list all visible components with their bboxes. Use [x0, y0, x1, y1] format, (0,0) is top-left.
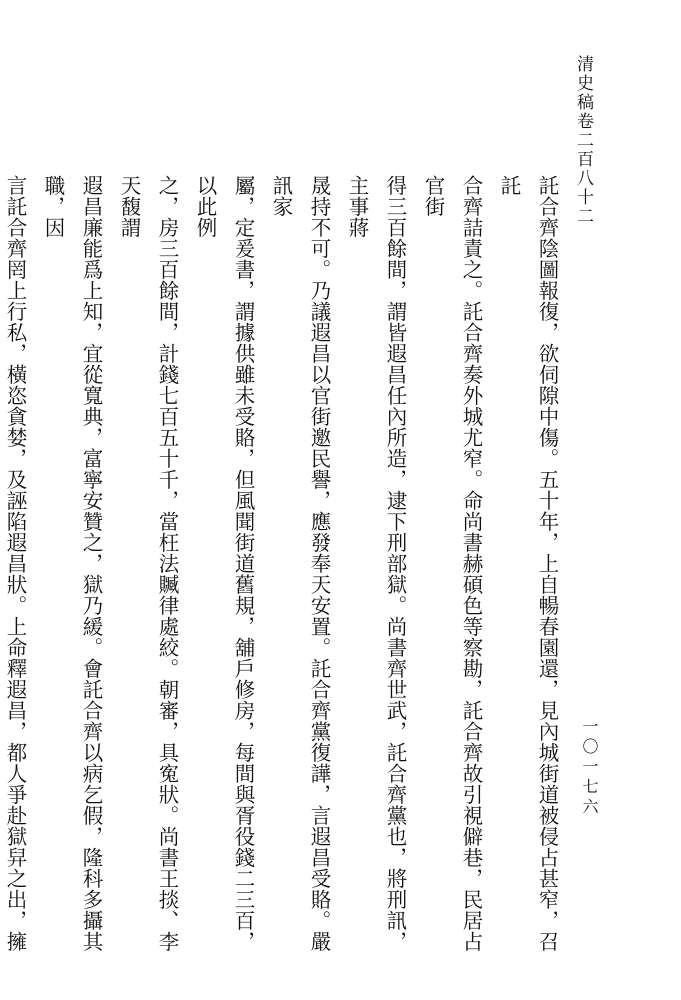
- text-column: 晟持不可。乃議遐昌以官街邀民譽，應發奉天安置。託合齊黨復譁，言遐昌受賂。嚴訊家: [269, 175, 331, 952]
- text-column: 之，房三百餘間，計錢七百五十千，當枉法贓律處絞。朝審，具寃狀。尚書王掞、李天馥謂: [117, 175, 179, 952]
- text-column: 言託合齊罔上行私，橫恣貪婪，及誣陷遐昌狀。上命釋遐昌，都人爭赴獄舁之出，擁: [3, 175, 27, 952]
- page-number: 一〇一七六: [580, 718, 599, 818]
- text-column: 合齊詰責之。託合齊奏外城尤窄。命尚書赫碩色等察勘，託合齊故引視僻巷，民居占官街: [421, 175, 483, 952]
- text-column: 得三百餘間，謂皆遐昌任內所造，逮下刑部獄。尚書齊世武，託合齊黨也，將刑訊，主事蔣: [345, 175, 407, 952]
- text-column: 遐昌廉能爲上知，宜從寬典，富寧安贊之，獄乃緩。會託合齊以病乞假，隆科多攝其職，因: [41, 175, 103, 952]
- running-title: 清史稿卷二百八十二: [573, 55, 593, 226]
- text-column: 託合齊陰圖報復，欲伺隙中傷。五十年，上自暢春園還，見內城街道被侵占甚窄，召託: [497, 175, 559, 952]
- body-text: [3, 175, 566, 965]
- text-column: 屬，定爰書，謂據供雖未受賂，但風聞街道舊規，舖戶修房，每間與胥役錢二三百，以此例: [193, 175, 255, 952]
